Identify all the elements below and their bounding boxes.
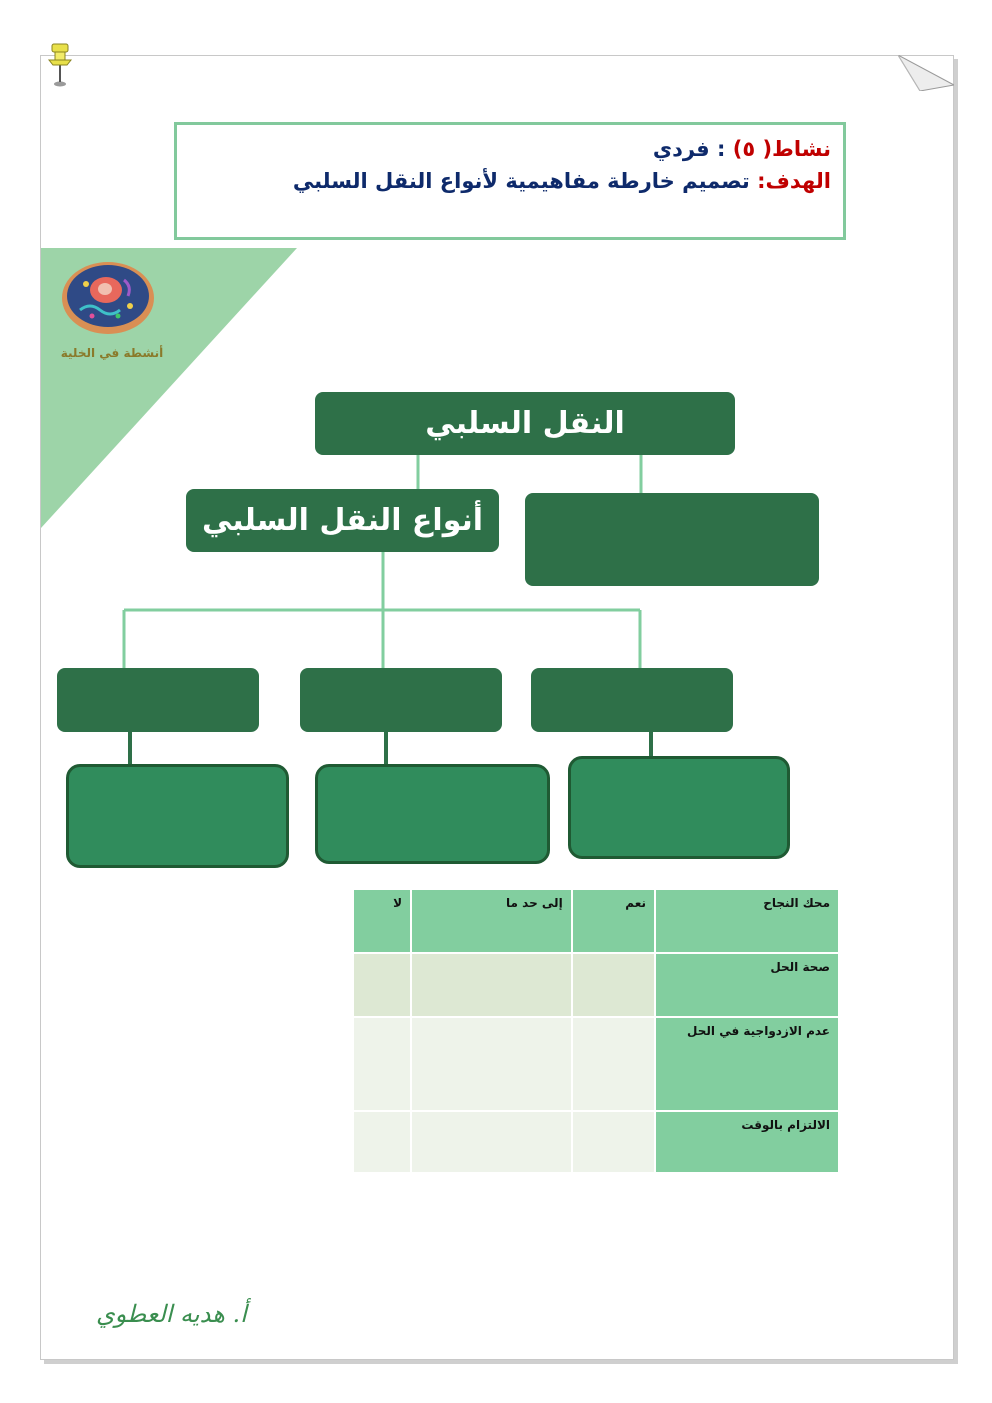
concept-mid-node-right[interactable] bbox=[531, 668, 733, 732]
rubric-cell-yes[interactable] bbox=[572, 1017, 655, 1111]
concept-mid-node-left[interactable] bbox=[57, 668, 259, 732]
rubric-header-criterion: محك النجاح bbox=[655, 889, 839, 953]
rubric-cell-partly[interactable] bbox=[411, 1111, 572, 1173]
rubric-header-row bbox=[353, 889, 839, 953]
goal-text: تصميم خارطة مفاهيمية لأنواع النقل السلبي bbox=[292, 169, 758, 193]
rubric-criterion: عدم الازدواجية في الحل bbox=[655, 1017, 839, 1111]
rubric-row bbox=[353, 1017, 839, 1111]
rubric-row bbox=[353, 1111, 839, 1173]
rubric-cell-no[interactable] bbox=[353, 1017, 411, 1111]
rubric-row bbox=[353, 953, 839, 1017]
concept-types-node: أنواع النقل السلبي bbox=[186, 489, 499, 552]
rubric-cell-no[interactable] bbox=[353, 1111, 411, 1173]
rubric-header-partly: إلى حد ما bbox=[411, 889, 572, 953]
rubric-cell-yes[interactable] bbox=[572, 1111, 655, 1173]
teacher-signature: أ. هديه العطوي bbox=[96, 1300, 247, 1328]
activity-separator: : bbox=[709, 137, 733, 161]
concept-bottom-node-right[interactable] bbox=[568, 756, 790, 859]
goal-label: الهدف: bbox=[757, 169, 831, 193]
rubric-criterion: صحة الحل bbox=[655, 953, 839, 1017]
rubric-cell-partly[interactable] bbox=[411, 1017, 572, 1111]
rubric-cell-no[interactable] bbox=[353, 953, 411, 1017]
badge-caption: أنشطة في الخلية bbox=[60, 346, 164, 360]
concept-root-node: النقل السلبي bbox=[315, 392, 735, 455]
concept-blank-node-right[interactable] bbox=[525, 493, 819, 586]
rubric-cell-partly[interactable] bbox=[411, 953, 572, 1017]
concept-mid-node-center[interactable] bbox=[300, 668, 502, 732]
concept-bottom-node-center[interactable] bbox=[315, 764, 550, 864]
rubric-header-yes: نعم bbox=[572, 889, 655, 953]
rubric-criterion: الالتزام بالوقت bbox=[655, 1111, 839, 1173]
rubric-cell-yes[interactable] bbox=[572, 953, 655, 1017]
concept-bottom-node-left[interactable] bbox=[66, 764, 289, 868]
rubric-table bbox=[352, 888, 840, 1174]
rubric-header-no: لا bbox=[353, 889, 411, 953]
activity-label: نشاط( ٥) bbox=[732, 137, 831, 161]
activity-type: فردي bbox=[652, 137, 710, 161]
